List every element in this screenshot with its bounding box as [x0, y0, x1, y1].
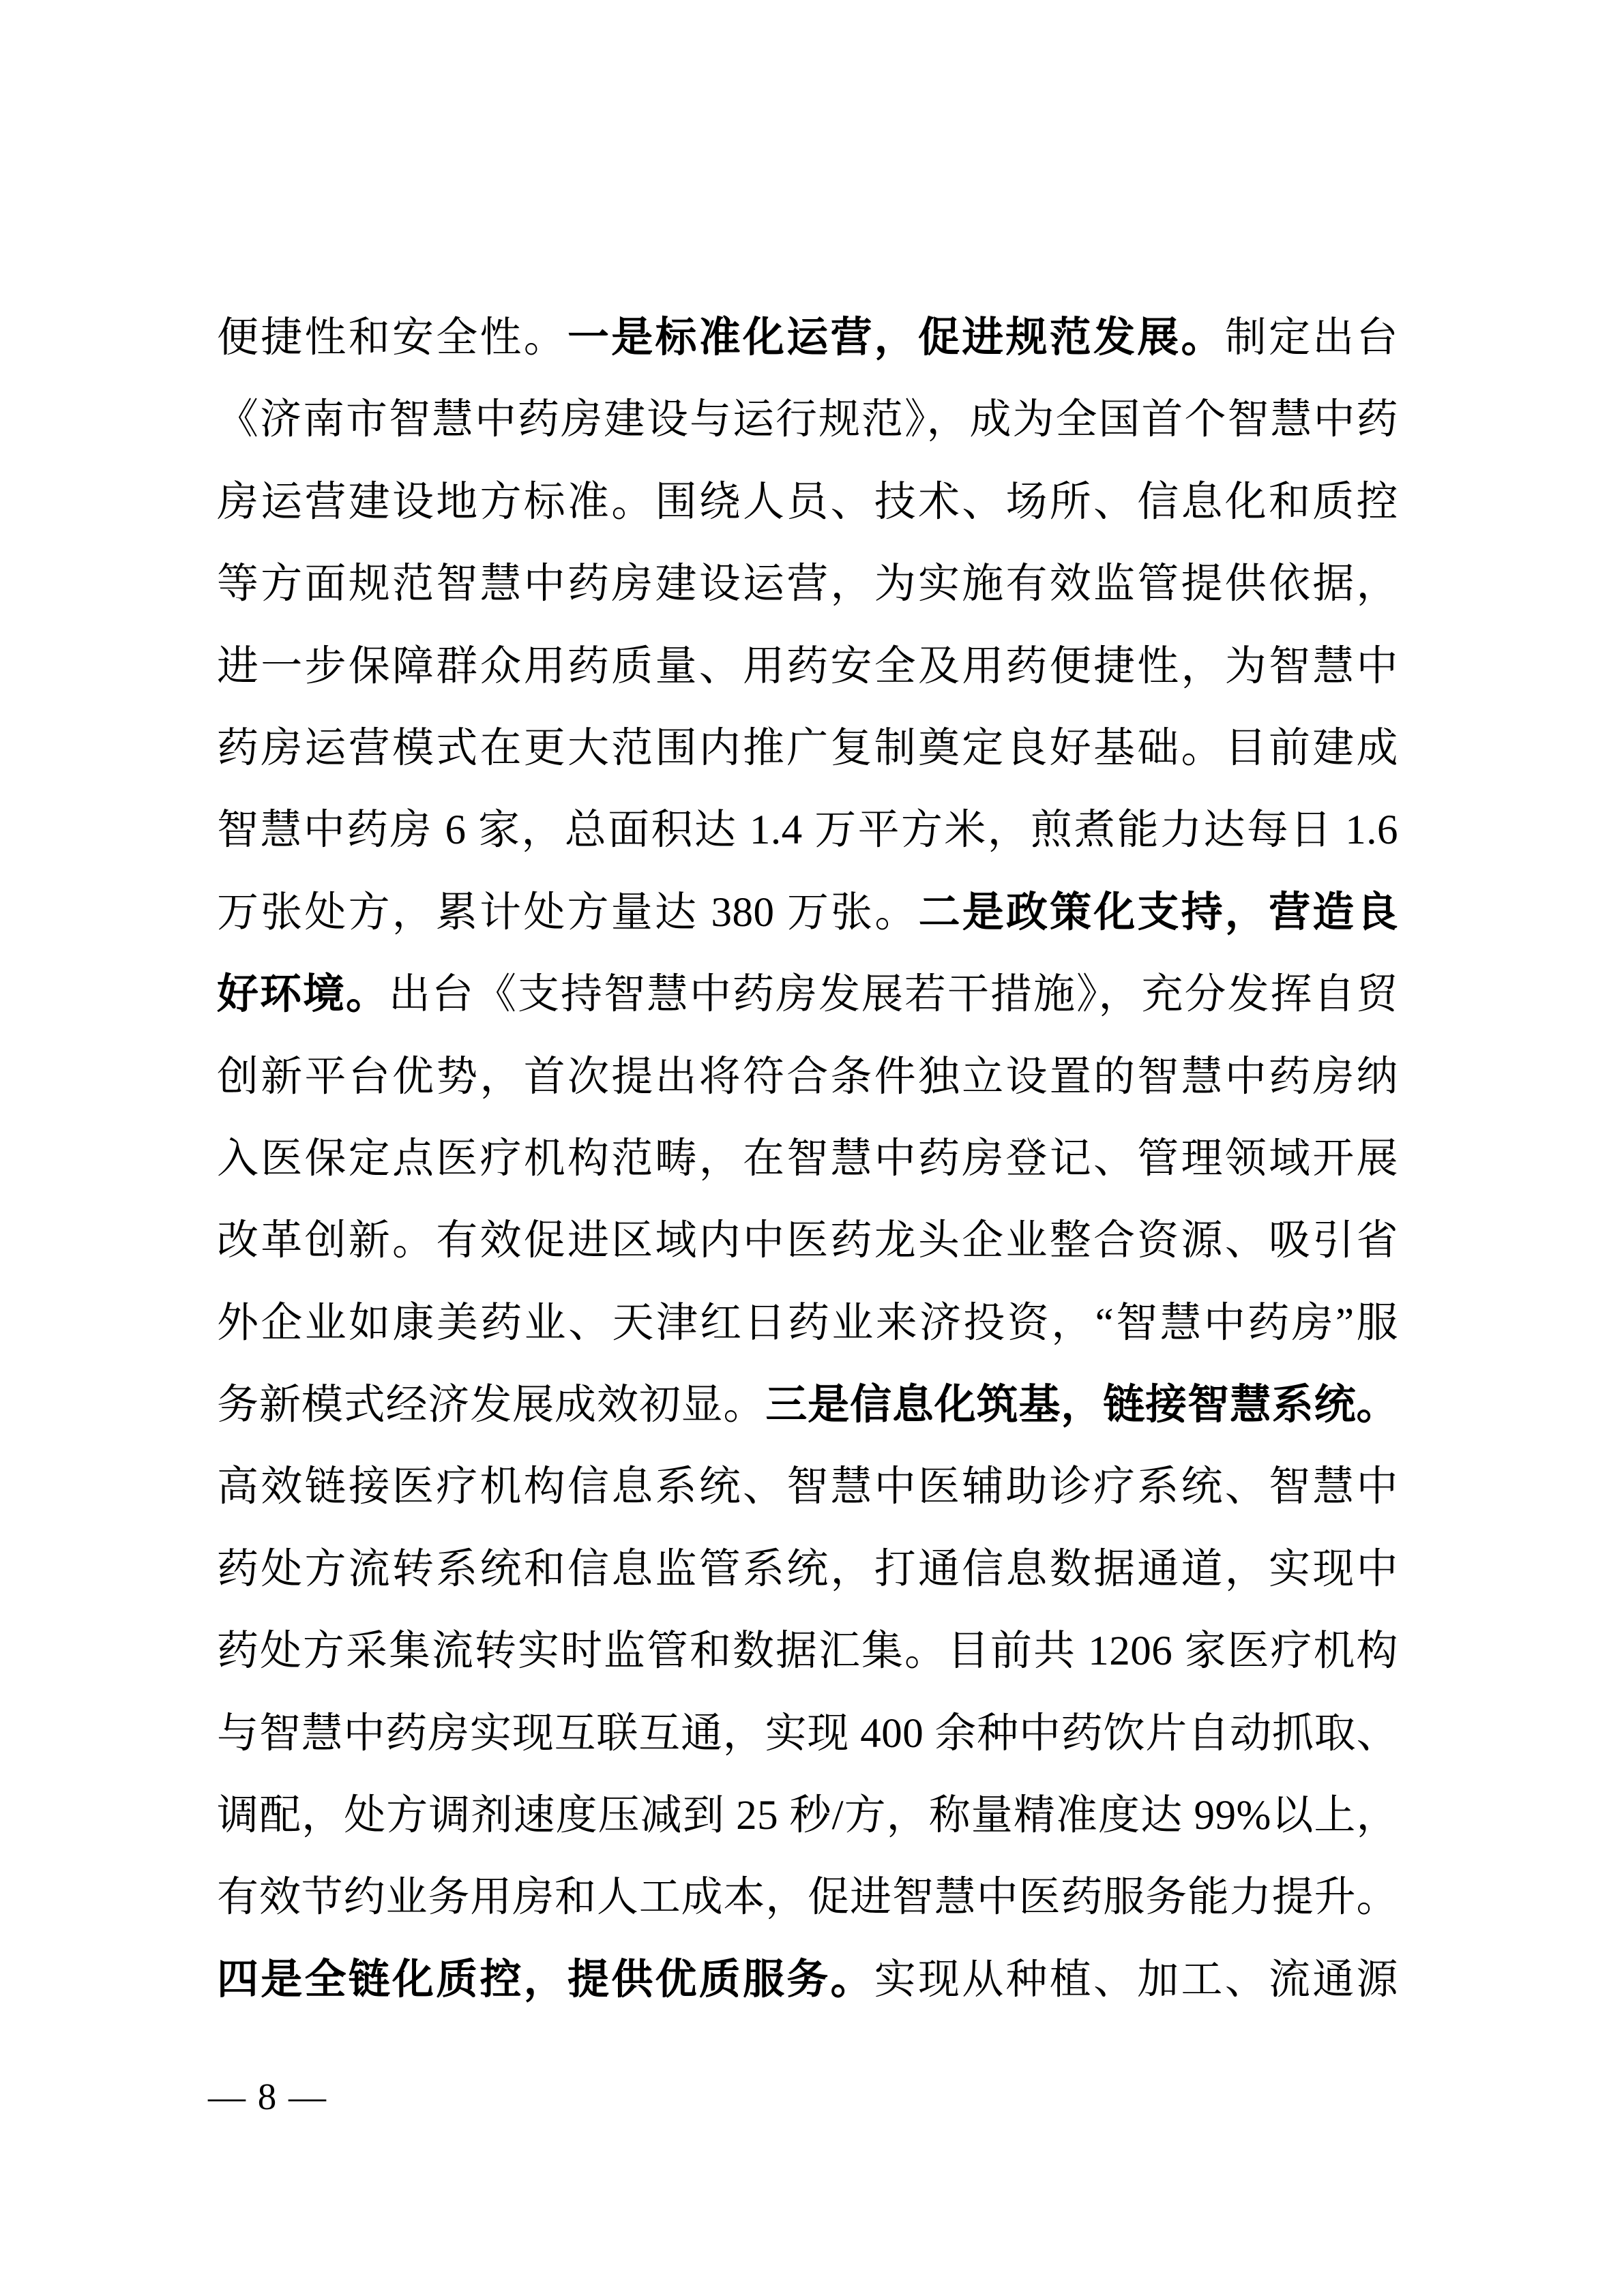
text-block [217, 297, 1398, 2021]
body-text: 实现从种植、加工、流通源 [874, 1956, 1398, 2003]
text-line [217, 1611, 1398, 1693]
body-text: 制定出台 [1224, 315, 1398, 361]
text-line [217, 626, 1398, 708]
body-text: 有效节约业务用房和人工成本，促进智慧中医药服务能力提升。 [217, 1875, 1398, 1921]
body-text: 《济南市智慧中药房建设与运行规范》，成为全国首个智慧中药 [217, 397, 1398, 443]
text-line [217, 1446, 1398, 1528]
body-text: 药房运营模式在更大范围内推广复制奠定良好基础。目前建成 [217, 725, 1398, 771]
text-line [217, 954, 1398, 1036]
text-line [217, 543, 1398, 625]
text-line [217, 790, 1398, 871]
emphasis-text: 三是信息化筑基，链接智慧系统。 [765, 1382, 1398, 1429]
text-line [217, 1939, 1398, 2021]
body-text: 万张处方，累计处方量达 380 万张。 [217, 889, 919, 936]
emphasis-text: 四是全链化质控，提供优质服务。 [217, 1956, 874, 2003]
text-line [217, 297, 1398, 379]
body-text: 与智慧中药房实现互联互通，实现 400 余种中药饮片自动抓取、 [217, 1710, 1398, 1757]
text-line [217, 872, 1398, 954]
text-line [217, 1365, 1398, 1446]
emphasis-text: 一是标准化运营，促进规范发展。 [567, 315, 1225, 361]
body-text: 务新模式经济发展成效初显。 [217, 1382, 766, 1429]
body-text: 入医保定点医疗机构范畴，在智慧中药房登记、管理领域开展 [217, 1135, 1398, 1182]
text-line [217, 708, 1398, 790]
body-text: 调配，处方调剂速度压减到 25 秒/方，称量精准度达 99%以上， [217, 1793, 1398, 1839]
text-line [217, 1529, 1398, 1611]
text-line [217, 1283, 1398, 1365]
text-line [217, 462, 1398, 543]
body-text: 等方面规范智慧中药房建设运营，为实施有效监管提供依据， [217, 561, 1398, 608]
body-text: 创新平台优势，首次提出将符合条件独立设置的智慧中药房纳 [217, 1054, 1398, 1100]
body-text: 高效链接医疗机构信息系统、智慧中医辅助诊疗系统、智慧中 [217, 1464, 1398, 1510]
text-line [217, 1775, 1398, 1857]
body-text: 药处方采集流转实时监管和数据汇集。目前共 1206 家医疗机构 [217, 1628, 1398, 1675]
body-text: 改革创新。有效促进区域内中医药龙头企业整合资源、吸引省 [217, 1218, 1398, 1264]
body-text: 药处方流转系统和信息监管系统，打通信息数据通道，实现中 [217, 1546, 1398, 1592]
text-line [217, 1118, 1398, 1200]
body-text: 外企业如康美药业、天津红日药业来济投资，“智慧中药房”服 [217, 1300, 1398, 1346]
emphasis-text: 好环境。 [217, 972, 389, 1018]
text-line [217, 1200, 1398, 1282]
page-number: — 8 — [208, 2076, 327, 2117]
body-text: 进一步保障群众用药质量、用药安全及用药便捷性，为智慧中 [217, 643, 1398, 689]
emphasis-text: 二是政策化支持，营造良 [918, 889, 1398, 936]
page-footer [208, 2074, 327, 2119]
text-line [217, 1857, 1398, 1939]
text-line [217, 379, 1398, 461]
text-line [217, 1693, 1398, 1775]
body-text: 房运营建设地方标准。围绕人员、技术、场所、信息化和质控 [217, 479, 1398, 525]
body-text: 出台《支持智慧中药房发展若干措施》，充分发挥自贸 [389, 972, 1398, 1018]
body-text: 智慧中药房 6 家，总面积达 1.4 万平方米，煎煮能力达每日 1.6 [217, 807, 1398, 854]
body-text: 便捷性和安全性。 [217, 315, 567, 361]
text-line [217, 1037, 1398, 1118]
